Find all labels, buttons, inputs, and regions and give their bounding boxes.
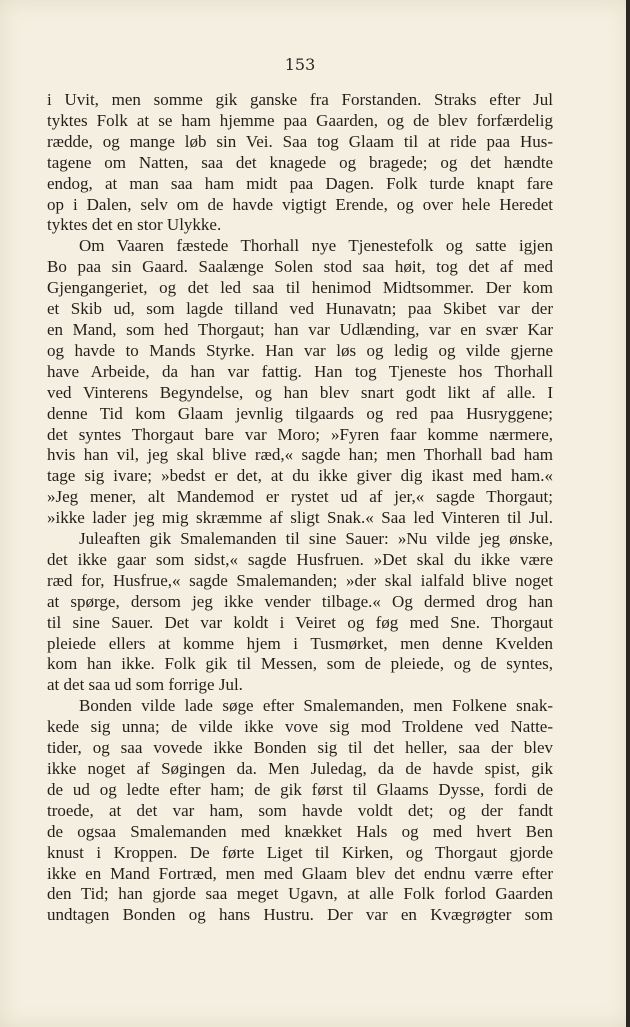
text-line: kom han ikke. Folk gik til Messen, som de pleiede, og de syntes,: [47, 654, 553, 674]
text-line: op i Dalen, selv om de havde vigtigt Erende, og over hele Heredet: [47, 194, 553, 214]
text-line: »ikke lader jeg mig skræmme af sligt Snak.« Saa led Vinteren til Jul.: [47, 508, 553, 528]
text-line: kede sig unna; de vilde ikke vove sig mod Troldene ved Natte-: [47, 717, 553, 737]
text-line: ikke noget af Søgingen da. Men Juledag, da de havde spist, gik: [47, 759, 553, 778]
text-line: en Mand, som hed Thorgaut; han var Udlænding, var en svær Kar: [47, 319, 553, 339]
text-line: pleiede ellers at komme hjem i Tusmørket, men denne Kvelden: [47, 633, 553, 653]
page-number: 153: [284, 55, 316, 74]
text-line: ræd for, Husfrue,« sagde Smalemanden; »der skal ialfald blive noget: [47, 570, 553, 590]
text-line: ved Vinterens Begyndelse, og han blev snart godt likt af alle. I: [47, 382, 553, 402]
text-line: til sine Sauer. Det var koldt i Veiret og føg med Sne. Thorgaut: [47, 612, 553, 632]
text-line: at spørge, dersom jeg ikke vender tilbage.« Og dermed drog han: [47, 591, 553, 611]
text-line: Juleaften gik Smalemanden til sine Sauer: »Nu vilde jeg ønske,: [79, 529, 553, 549]
text-line: tyktes Folk at se ham hjemme paa Gaarden, og de blev forfærdelig: [47, 110, 553, 130]
text-line: denne Tid kom Glaam jevnlig tilgaards og red paa Husryggene;: [47, 403, 553, 423]
text-line: de ud og ledte efter ham; de gik først til Glaams Dysse, fordi de: [47, 779, 553, 799]
text-line: Bonden vilde lade søge efter Smalemanden, men Folkene snak-: [79, 696, 553, 716]
text-line: det ikke gaar som sidst,« sagde Husfruen. »Det skal du ikke være: [47, 549, 553, 569]
text-line: tage sig ivare; »bedst er det, at du ikke giver dig ikast med ham.«: [47, 466, 553, 486]
text-line: rædde, og mange løb sin Vei. Saa tog Glaam til at ride paa Hus-: [47, 131, 553, 151]
text-line: »Jeg mener, alt Mandemod er rystet ud af jer,« sagde Thorgaut;: [47, 487, 553, 507]
body-text: [47, 90, 553, 926]
text-line: knust i Kroppen. De førte Liget til Kirken, og Thorgaut gjorde: [47, 842, 553, 862]
text-line: den Tid; han gjorde saa meget Ugavn, at alle Folk forlod Gaarden: [47, 884, 553, 904]
text-line: og havde to Mands Styrke. Han var løs og ledig og vilde gjerne: [47, 340, 553, 360]
text-line: Om Vaaren fæstede Thorhall nye Tjenestefolk og satte igjen: [79, 236, 553, 256]
text-line: Bo paa sin Gaard. Saalænge Solen stod saa høit, tog det af med: [47, 257, 553, 277]
text-line: Gjengangeriet, og det led saa til henimod Midtsommer. Der kom: [47, 278, 553, 298]
text-line: ikke en Mand Fortræd, men med Glaam blev det endnu værre efter: [47, 863, 553, 883]
text-line: de ogsaa Smalemanden med knækket Hals og med hvert Ben: [47, 821, 553, 841]
text-line: troede, at det var ham, som havde voldt det; og der fandt: [47, 800, 553, 820]
text-line: have Arbeide, da han var fattig. Han tog Tjeneste hos Thorhall: [47, 361, 553, 381]
text-line: tagene om Natten, saa det knagede og bragede; og det hændte: [47, 152, 553, 172]
text-line: tyktes det en stor Ulykke.: [47, 215, 222, 235]
text-line: i Uvit, men somme gik ganske fra Forstanden. Straks efter Jul: [47, 90, 553, 109]
text-line: at det saa ud som forrige Jul.: [47, 675, 243, 695]
text-line: hvis han vil, jeg skal blive ræd,« sagde han; men Thorhall bad ham: [47, 445, 553, 465]
page-edge-shadow: [626, 0, 630, 1027]
text-line: tider, og saa vovede ikke Bonden sig til det heller, saa der blev: [47, 738, 553, 758]
text-line: det syntes Thorgaut bare var Moro; »Fyren faar komme nærmere,: [47, 424, 553, 444]
text-line: et Skib ud, som lagde tilland ved Hunavatn; paa Skibet var der: [47, 299, 553, 319]
text-line: undtagen Bonden og hans Hustru. Der var en Kvægrøgter som: [47, 905, 553, 925]
text-line: endog, at man saa ham midt paa Dagen. Folk turde knapt fare: [47, 173, 553, 193]
